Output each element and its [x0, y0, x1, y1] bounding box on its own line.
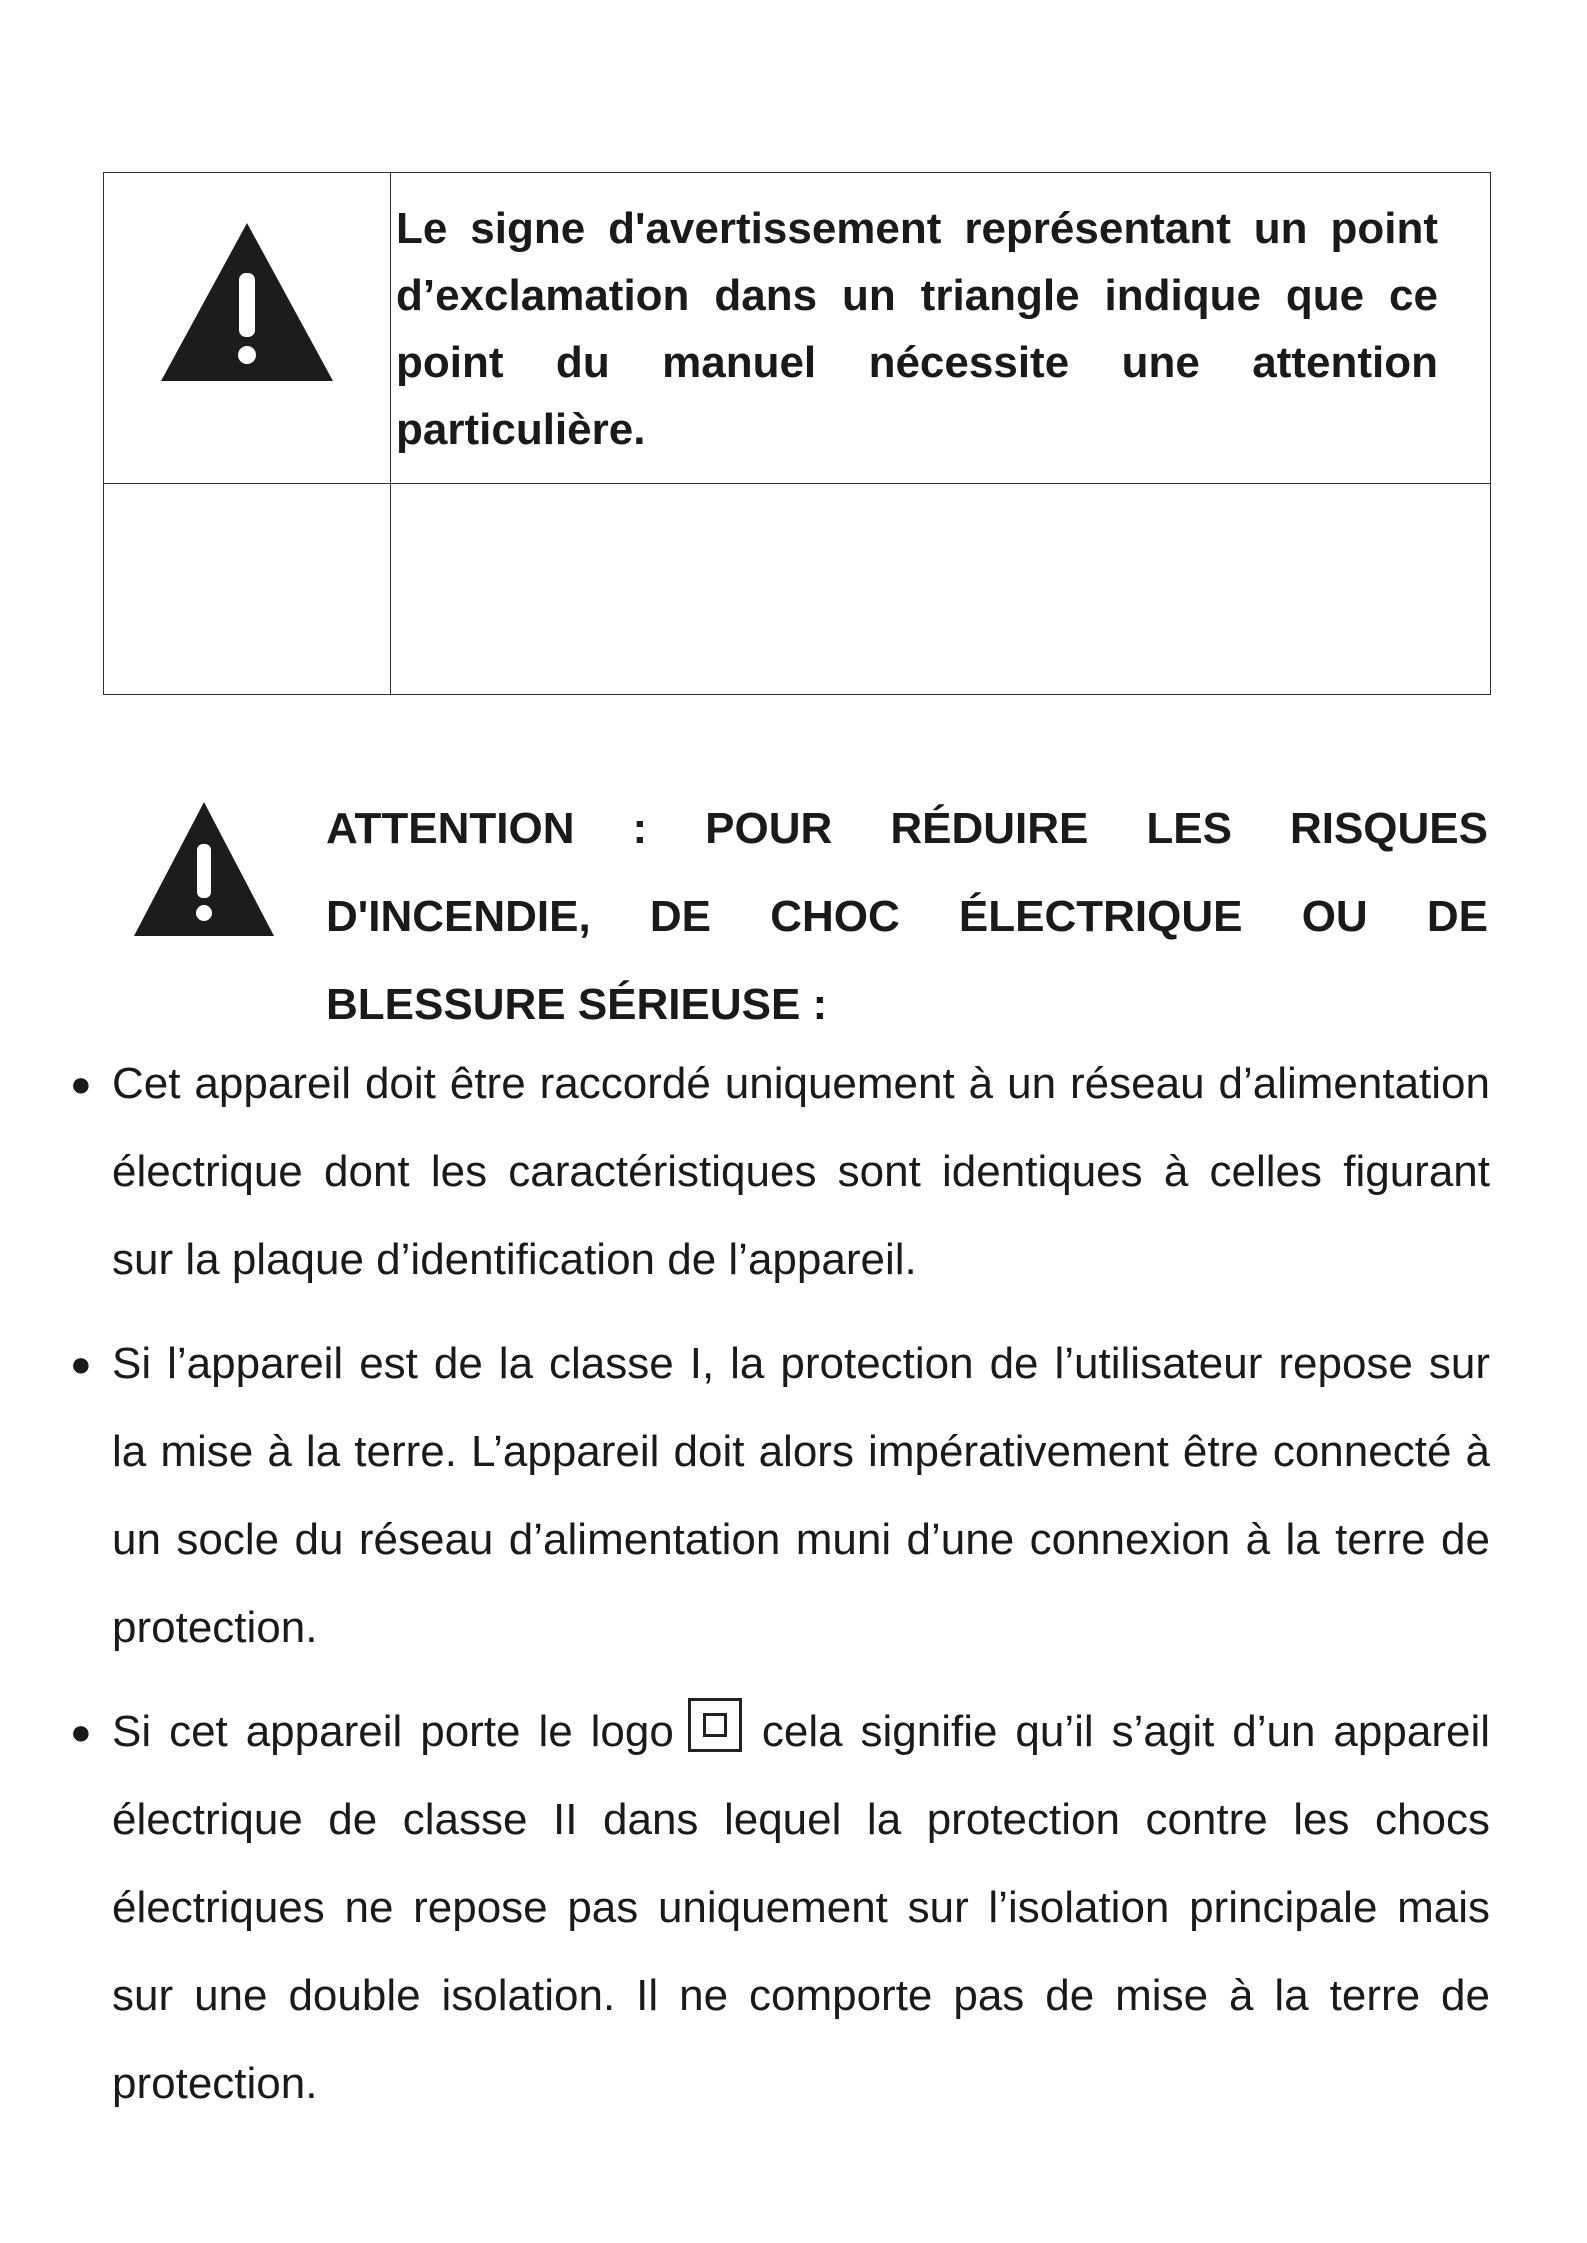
attention-line: D'INCENDIE, DE CHOC ÉLECTRIQUE OU DE [326, 892, 1488, 941]
list-item [70, 1688, 1490, 2128]
warning-triangle-icon [132, 800, 276, 938]
safety-bullet-list [70, 1040, 1490, 2144]
bullet-text: Cet appareil doit être raccordé uniquement à un réseau d’alimentation électrique dont les caractéristiques sont identiques à celles figurant sur la plaque d’identification de l’appareil. [112, 1059, 1490, 1284]
bullet-dot: ● [70, 1063, 92, 1104]
bullet-text-after-logo: cela signifie qu’il s’agit d’un appareil électrique de classe II dans lequel la protection contre les chocs électriques ne repose pas uniquement sur l’isolation principale mais sur une double isolation. Il ne comporte pas de mise à la terre de protection. [112, 1707, 1490, 2108]
empty-icon-cell [104, 484, 391, 695]
bullet-dot: ● [70, 1711, 92, 1752]
bullet-dot: ● [70, 1343, 92, 1384]
class-ii-double-square-icon [688, 1698, 742, 1752]
warning-table-row [104, 484, 1491, 695]
warning-table [103, 172, 1491, 695]
attention-heading [326, 785, 1488, 1049]
warning-triangle-icon [159, 221, 335, 383]
attention-line: ATTENTION : POUR RÉDUIRE LES RISQUES [326, 804, 1488, 853]
bullet-text-before-logo: Si cet appareil porte le logo [112, 1707, 674, 1756]
warning-table-row [104, 173, 1491, 484]
empty-text-cell [391, 484, 1491, 695]
list-item [70, 1040, 1490, 1304]
warning-icon-cell [104, 173, 391, 484]
attention-line: BLESSURE SÉRIEUSE : [326, 980, 828, 1029]
bullet-text: Si l’appareil est de la classe I, la protection de l’utilisateur repose sur la mise à la terre. L’appareil doit alors impérativement être connecté à un socle du réseau d’alimentation muni d’une connexion à la terre de protection. [112, 1339, 1490, 1652]
list-item [70, 1320, 1490, 1672]
warning-description: Le signe d'avertissement représentant un point d’exclamation dans un triangle indique que ce point du manuel nécessite une attention particulière. [391, 173, 1491, 484]
